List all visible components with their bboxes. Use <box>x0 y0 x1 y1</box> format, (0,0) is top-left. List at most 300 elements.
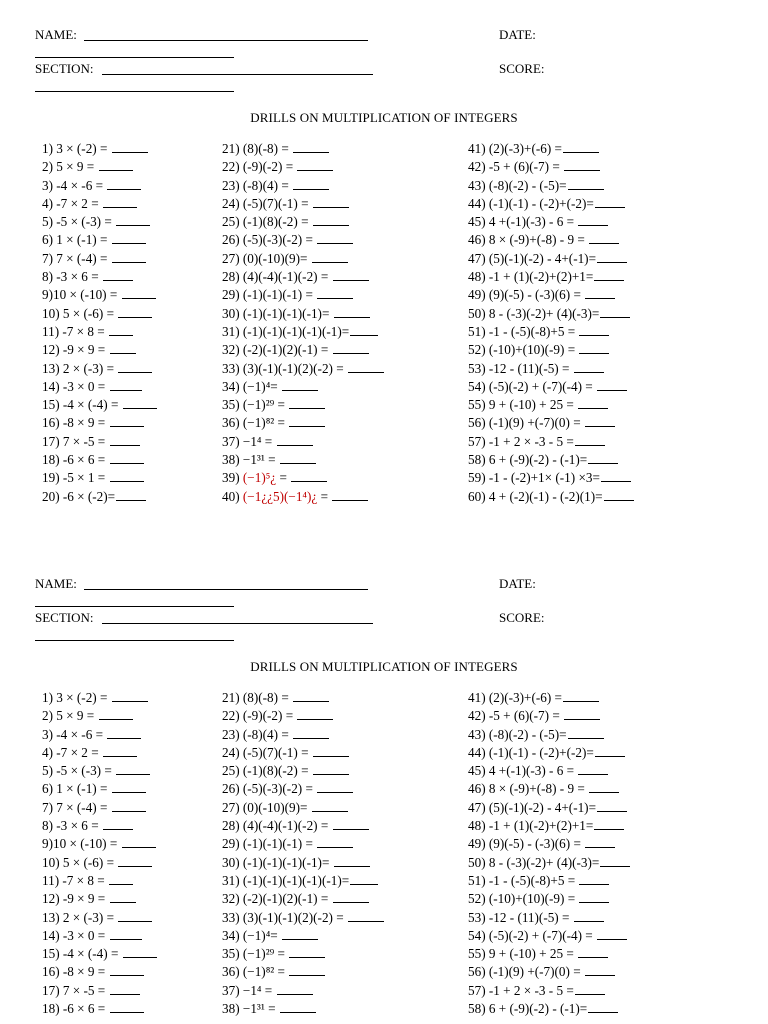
answer-blank[interactable] <box>597 379 627 391</box>
answer-blank[interactable] <box>110 1001 144 1013</box>
problem-text: 28) (4)(-4)(-1)(-2) = <box>222 269 332 285</box>
answer-blank[interactable] <box>578 763 608 775</box>
problem-text: 37) −1⁴ = <box>222 433 276 449</box>
problem-item <box>222 726 384 744</box>
problem-text: 46) 8 × (-9)+(-8) - 9 = <box>468 781 589 797</box>
problem-text: 7) 7 × (-4) = <box>42 799 111 815</box>
problem-item <box>42 341 157 359</box>
problem-item <box>468 707 630 725</box>
problem-text: 50) 8 - (-3)(-2)+ (4)(-3)= <box>468 854 600 870</box>
problem-item <box>42 177 157 195</box>
problem-text: 51) -1 - (-5)(-8)+5 = <box>468 323 579 339</box>
answer-blank[interactable] <box>103 745 137 757</box>
problem-item <box>42 451 157 469</box>
answer-blank[interactable] <box>317 836 353 848</box>
answer-blank[interactable] <box>350 324 378 336</box>
answer-blank[interactable] <box>574 910 604 922</box>
answer-blank[interactable] <box>293 727 329 739</box>
answer-blank[interactable] <box>312 251 348 263</box>
problem-text: 6) 1 × (-1) = <box>42 232 111 248</box>
problem-text: 17) 7 × -5 = <box>42 433 109 449</box>
problem-text: 35) (−1)²⁹ = <box>222 946 289 962</box>
answer-blank[interactable] <box>597 928 627 940</box>
problem-column-3 <box>468 689 630 1018</box>
answer-blank[interactable] <box>107 178 141 190</box>
problem-text: 43) (-8)(-2) - (-5)= <box>468 177 567 193</box>
problem-text: 59) -1 - (-2)+1× (-1) ×3= <box>468 470 600 486</box>
problem-item <box>468 689 630 707</box>
answer-blank[interactable] <box>563 690 599 702</box>
problem-item <box>468 744 630 762</box>
problem-item <box>42 982 157 1000</box>
answer-blank[interactable] <box>110 434 140 446</box>
problem-text: 34) (−1)⁴= <box>222 378 282 394</box>
answer-blank[interactable] <box>333 269 369 281</box>
problem-item <box>468 762 630 780</box>
answer-blank[interactable] <box>282 928 318 940</box>
answer-blank[interactable] <box>578 214 608 226</box>
problem-item <box>42 414 157 432</box>
answer-blank[interactable] <box>123 397 157 409</box>
problem-text: 42) -5 + (6)(-7) = <box>468 159 564 175</box>
problem-text: 14) -3 × 0 = <box>42 927 109 943</box>
problem-text: 33) (3)(-1)(-1)(2)(-2) = <box>222 360 347 376</box>
problem-item <box>222 451 384 469</box>
answer-blank[interactable] <box>289 415 325 427</box>
answer-blank[interactable] <box>291 470 327 482</box>
problem-item <box>468 305 634 323</box>
problem-item <box>42 689 157 707</box>
problem-text: 47) (5)(-1)(-2) - 4+(-1)= <box>468 250 597 266</box>
problem-item <box>468 982 630 1000</box>
problem-text: 53) -12 - (11)(-5) = <box>468 360 573 376</box>
answer-blank[interactable] <box>564 708 600 720</box>
problem-text: 47) (5)(-1)(-2) - 4+(-1)= <box>468 799 597 815</box>
problem-item <box>42 854 157 872</box>
problem-text: 9)10 × (-10) = <box>42 836 121 852</box>
score-label: SCORE: <box>499 610 545 625</box>
answer-blank[interactable] <box>277 983 313 995</box>
problem-item <box>222 360 384 378</box>
name-field-line[interactable] <box>84 589 368 590</box>
answer-blank[interactable] <box>118 910 152 922</box>
problem-item <box>222 286 384 304</box>
answer-blank[interactable] <box>594 269 624 281</box>
answer-blank[interactable] <box>317 781 353 793</box>
answer-blank[interactable] <box>350 873 378 885</box>
problem-item <box>222 780 384 798</box>
problem-item <box>222 835 384 853</box>
problem-text: 11) -7 × 8 = <box>42 323 109 339</box>
problem-text: 13) 2 × (-3) = <box>42 360 118 376</box>
problem-text: 3) -4 × -6 = <box>42 726 107 742</box>
problem-item <box>42 726 157 744</box>
problem-item <box>468 360 634 378</box>
name-label: NAME: <box>35 27 77 42</box>
problem-text: 44) (-1)(-1) - (-2)+(-2)= <box>468 195 594 211</box>
answer-blank[interactable] <box>280 1001 316 1013</box>
problem-text: 50) 8 - (-3)(-2)+ (4)(-3)= <box>468 305 600 321</box>
problem-item <box>42 963 157 981</box>
answer-blank[interactable] <box>333 342 369 354</box>
answer-blank[interactable] <box>575 434 605 446</box>
answer-blank[interactable] <box>297 159 333 171</box>
problem-item <box>222 177 384 195</box>
answer-blank[interactable] <box>334 855 370 867</box>
answer-blank[interactable] <box>588 1001 618 1013</box>
problem-text: 41) (2)(-3)+(-6) = <box>468 141 562 156</box>
problem-text: 24) (-5)(7)(-1) = <box>222 744 312 760</box>
problem-text: 34) (−1)⁴= <box>222 927 282 943</box>
problem-column-1 <box>42 140 157 506</box>
answer-blank[interactable] <box>604 489 634 501</box>
answer-blank[interactable] <box>112 232 146 244</box>
problem-item <box>468 378 634 396</box>
problem-text: 36) (−1)⁸² = <box>222 964 289 980</box>
problem-text: 43) (-8)(-2) - (-5)= <box>468 726 567 742</box>
answer-blank[interactable] <box>579 891 609 903</box>
problem-text: 2) 5 × 9 = <box>42 708 98 724</box>
answer-blank[interactable] <box>109 873 133 885</box>
answer-blank[interactable] <box>116 214 150 226</box>
section-label: SECTION: <box>35 61 94 76</box>
problem-item <box>222 213 384 231</box>
answer-blank[interactable] <box>110 342 136 354</box>
problem-item <box>42 762 157 780</box>
problem-item <box>42 872 157 890</box>
problem-text: 15) -4 × (-4) = <box>42 397 122 413</box>
problem-item <box>42 890 157 908</box>
problem-text: 8) -3 × 6 = <box>42 269 102 285</box>
answer-blank[interactable] <box>99 708 133 720</box>
problem-text: 22) (-9)(-2) = <box>222 708 297 724</box>
answer-blank[interactable] <box>575 983 605 995</box>
problem-item <box>468 158 634 176</box>
name-field-line-continued <box>35 606 234 607</box>
problem-item <box>42 286 157 304</box>
section-field-line-continued <box>35 640 234 641</box>
problem-item <box>222 140 384 158</box>
answer-blank[interactable] <box>116 489 146 501</box>
answer-blank[interactable] <box>107 727 141 739</box>
answer-blank[interactable] <box>312 800 348 812</box>
problem-text: 45) 4 +(-1)(-3) - 6 = <box>468 214 578 230</box>
problem-text: 25) (-1)(8)(-2) = <box>222 763 312 779</box>
problem-item <box>42 396 157 414</box>
answer-blank[interactable] <box>597 800 627 812</box>
problem-text: 56) (-1)(9) +(-7)(0) = <box>468 964 584 980</box>
problem-column-3 <box>468 140 634 506</box>
problem-item <box>468 945 630 963</box>
answer-blank[interactable] <box>585 836 615 848</box>
answer-blank[interactable] <box>333 818 369 830</box>
problem-item <box>222 195 384 213</box>
answer-blank[interactable] <box>585 287 615 299</box>
answer-blank[interactable] <box>568 727 604 739</box>
answer-blank[interactable] <box>600 306 630 318</box>
answer-blank[interactable] <box>601 470 631 482</box>
answer-blank[interactable] <box>317 287 353 299</box>
answer-blank[interactable] <box>589 232 619 244</box>
problem-text: 35) (−1)²⁹ = <box>222 397 289 413</box>
problem-item <box>468 231 634 249</box>
answer-blank[interactable] <box>103 196 137 208</box>
answer-blank[interactable] <box>563 141 599 153</box>
problem-text: 30) (-1)(-1)(-1)(-1)= <box>222 305 333 321</box>
answer-blank[interactable] <box>313 196 349 208</box>
problem-item <box>222 689 384 707</box>
answer-blank[interactable] <box>122 836 156 848</box>
section-label: SECTION: <box>35 610 94 625</box>
problem-text: 42) -5 + (6)(-7) = <box>468 708 564 724</box>
problem-item <box>468 177 634 195</box>
problem-item <box>468 726 630 744</box>
problem-text: 18) -6 × 6 = <box>42 1001 109 1017</box>
problem-item <box>42 1000 157 1018</box>
problem-item <box>222 762 384 780</box>
name-field-line[interactable] <box>84 40 368 41</box>
answer-blank[interactable] <box>109 324 133 336</box>
problem-text: 40) (−1¿¿5)(−1⁴)¿ = <box>222 488 332 504</box>
problem-item <box>42 213 157 231</box>
problem-item <box>222 890 384 908</box>
problem-text: 45) 4 +(-1)(-3) - 6 = <box>468 763 578 779</box>
answer-blank[interactable] <box>579 342 609 354</box>
answer-blank[interactable] <box>334 306 370 318</box>
answer-blank[interactable] <box>588 452 618 464</box>
problem-text: 15) -4 × (-4) = <box>42 946 122 962</box>
problem-item <box>42 927 157 945</box>
problem-item <box>222 158 384 176</box>
problem-item <box>42 231 157 249</box>
problem-text: 4) -7 × 2 = <box>42 744 102 760</box>
problem-text: 18) -6 × 6 = <box>42 452 109 468</box>
problem-item <box>42 268 157 286</box>
problem-item <box>468 268 634 286</box>
answer-blank[interactable] <box>348 361 384 373</box>
problem-text: 28) (4)(-4)(-1)(-2) = <box>222 818 332 834</box>
problem-item <box>42 945 157 963</box>
problem-text: 48) -1 + (1)(-2)+(2)+1= <box>468 818 594 834</box>
problem-text: 55) 9 + (-10) + 25 = <box>468 397 578 413</box>
problem-item <box>42 323 157 341</box>
section-field-line-continued <box>35 91 234 92</box>
answer-blank[interactable] <box>594 818 624 830</box>
problem-text: 51) -1 - (-5)(-8)+5 = <box>468 872 579 888</box>
problem-item <box>222 341 384 359</box>
problem-item <box>468 341 634 359</box>
answer-blank[interactable] <box>112 251 146 263</box>
problem-text: 1) 3 × (-2) = <box>42 141 111 156</box>
section-field-line[interactable] <box>102 74 373 75</box>
answer-blank[interactable] <box>110 964 144 976</box>
problem-text: 36) (−1)⁸² = <box>222 415 289 431</box>
answer-blank[interactable] <box>289 397 325 409</box>
problem-item <box>468 140 634 158</box>
answer-blank[interactable] <box>99 159 133 171</box>
problem-item <box>222 909 384 927</box>
problem-item <box>222 817 384 835</box>
problem-item <box>222 1000 384 1018</box>
worksheet-title: DRILLS ON MULTIPLICATION OF INTEGERS <box>250 110 518 125</box>
problem-item <box>42 305 157 323</box>
problem-text: 30) (-1)(-1)(-1)(-1)= <box>222 854 333 870</box>
problem-text: 21) (8)(-8) = <box>222 690 293 705</box>
answer-blank[interactable] <box>313 745 349 757</box>
problem-item <box>222 744 384 762</box>
section-field-line[interactable] <box>102 623 373 624</box>
problem-text: 25) (-1)(8)(-2) = <box>222 214 312 230</box>
answer-blank[interactable] <box>280 452 316 464</box>
answer-blank[interactable] <box>348 910 384 922</box>
problem-text: 10) 5 × (-6) = <box>42 854 118 870</box>
problem-text: 60) 4 + (-2)(-1) - (-2)(1)= <box>468 488 603 504</box>
answer-blank[interactable] <box>600 855 630 867</box>
answer-blank[interactable] <box>333 891 369 903</box>
problem-text: 12) -9 × 9 = <box>42 891 109 907</box>
problem-text: 10) 5 × (-6) = <box>42 305 118 321</box>
answer-blank[interactable] <box>103 269 133 281</box>
worksheet-title: DRILLS ON MULTIPLICATION OF INTEGERS <box>250 659 518 674</box>
answer-blank[interactable] <box>110 452 144 464</box>
answer-blank[interactable] <box>293 141 329 153</box>
problem-text: 5) -5 × (-3) = <box>42 214 116 230</box>
problem-item <box>222 927 384 945</box>
answer-blank[interactable] <box>332 489 368 501</box>
problem-item <box>468 323 634 341</box>
problem-item <box>468 396 634 414</box>
problem-text: 54) (-5)(-2) + (-7)(-4) = <box>468 927 597 943</box>
problem-text: 23) (-8)(4) = <box>222 726 293 742</box>
answer-blank[interactable] <box>579 324 609 336</box>
problem-item <box>468 488 634 506</box>
answer-blank[interactable] <box>574 361 604 373</box>
score-label: SCORE: <box>499 61 545 76</box>
problem-text: 31) (-1)(-1)(-1)(-1)(-1)= <box>222 323 350 339</box>
answer-blank[interactable] <box>277 434 313 446</box>
problem-item <box>222 414 384 432</box>
answer-blank[interactable] <box>578 397 608 409</box>
answer-blank[interactable] <box>112 800 146 812</box>
problem-item <box>222 396 384 414</box>
answer-blank[interactable] <box>116 763 150 775</box>
problem-text: 24) (-5)(7)(-1) = <box>222 195 312 211</box>
answer-blank[interactable] <box>112 690 148 702</box>
answer-blank[interactable] <box>293 178 329 190</box>
answer-blank[interactable] <box>110 415 144 427</box>
problem-text: 29) (-1)(-1)(-1) = <box>222 836 317 852</box>
problem-text: 5) -5 × (-3) = <box>42 763 116 779</box>
problem-item <box>42 744 157 762</box>
answer-blank[interactable] <box>122 287 156 299</box>
problem-item <box>222 854 384 872</box>
answer-blank[interactable] <box>282 379 318 391</box>
answer-blank[interactable] <box>118 361 152 373</box>
answer-blank[interactable] <box>297 708 333 720</box>
answer-blank[interactable] <box>585 415 615 427</box>
answer-blank[interactable] <box>589 781 619 793</box>
answer-blank[interactable] <box>317 232 353 244</box>
problem-item <box>468 451 634 469</box>
problem-text: 4) -7 × 2 = <box>42 195 102 211</box>
problem-item <box>222 488 384 506</box>
answer-blank[interactable] <box>110 983 140 995</box>
answer-blank[interactable] <box>289 946 325 958</box>
answer-blank[interactable] <box>293 690 329 702</box>
problem-column-1 <box>42 689 157 1018</box>
problem-text: 19) -5 × 1 = <box>42 470 109 486</box>
problem-item <box>42 433 157 451</box>
problem-text: 53) -12 - (11)(-5) = <box>468 909 573 925</box>
problem-column-2 <box>222 689 384 1018</box>
problem-text: 23) (-8)(4) = <box>222 177 293 193</box>
answer-blank[interactable] <box>564 159 600 171</box>
problem-item <box>222 945 384 963</box>
answer-blank[interactable] <box>118 306 152 318</box>
problem-item <box>468 890 630 908</box>
problem-item <box>222 433 384 451</box>
answer-blank[interactable] <box>110 928 142 940</box>
problem-item <box>468 872 630 890</box>
answer-blank[interactable] <box>578 946 608 958</box>
answer-blank[interactable] <box>585 964 615 976</box>
problem-text: 9)10 × (-10) = <box>42 287 121 303</box>
problem-text: 52) (-10)+(10)(-9) = <box>468 342 579 358</box>
problem-item <box>222 268 384 286</box>
problem-item <box>468 414 634 432</box>
problem-item <box>468 799 630 817</box>
answer-blank[interactable] <box>595 745 625 757</box>
answer-blank[interactable] <box>568 178 604 190</box>
answer-blank[interactable] <box>313 214 349 226</box>
problem-text: 41) (2)(-3)+(-6) = <box>468 690 562 705</box>
problem-text: 32) (-2)(-1)(2)(-1) = <box>222 891 332 907</box>
answer-blank[interactable] <box>595 196 625 208</box>
problem-item <box>222 799 384 817</box>
answer-blank[interactable] <box>112 141 148 153</box>
problem-item <box>468 195 634 213</box>
problem-item <box>222 250 384 268</box>
problem-text: 6) 1 × (-1) = <box>42 781 111 797</box>
answer-blank[interactable] <box>579 873 609 885</box>
answer-blank[interactable] <box>313 763 349 775</box>
problem-text: 58) 6 + (-9)(-2) - (-1)= <box>468 1001 588 1017</box>
problem-text: 22) (-9)(-2) = <box>222 159 297 175</box>
name-label: NAME: <box>35 576 77 591</box>
problem-text: 48) -1 + (1)(-2)+(2)+1= <box>468 269 594 285</box>
answer-blank[interactable] <box>112 781 146 793</box>
problem-text: 27) (0)(-10)(9)= <box>222 250 311 266</box>
problem-item <box>42 195 157 213</box>
answer-blank[interactable] <box>597 251 627 263</box>
answer-blank[interactable] <box>123 946 157 958</box>
problem-text: 49) (9)(-5) - (-3)(6) = <box>468 287 585 303</box>
problem-item <box>222 323 384 341</box>
problem-item <box>42 360 157 378</box>
answer-blank[interactable] <box>110 379 142 391</box>
answer-blank[interactable] <box>103 818 133 830</box>
problem-item <box>468 780 630 798</box>
problem-item <box>42 158 157 176</box>
problem-item <box>222 963 384 981</box>
answer-blank[interactable] <box>110 891 136 903</box>
problem-text: 52) (-10)+(10)(-9) = <box>468 891 579 907</box>
problem-item <box>468 250 634 268</box>
answer-blank[interactable] <box>118 855 152 867</box>
problem-text: 16) -8 × 9 = <box>42 415 109 431</box>
answer-blank[interactable] <box>289 964 325 976</box>
answer-blank[interactable] <box>110 470 144 482</box>
